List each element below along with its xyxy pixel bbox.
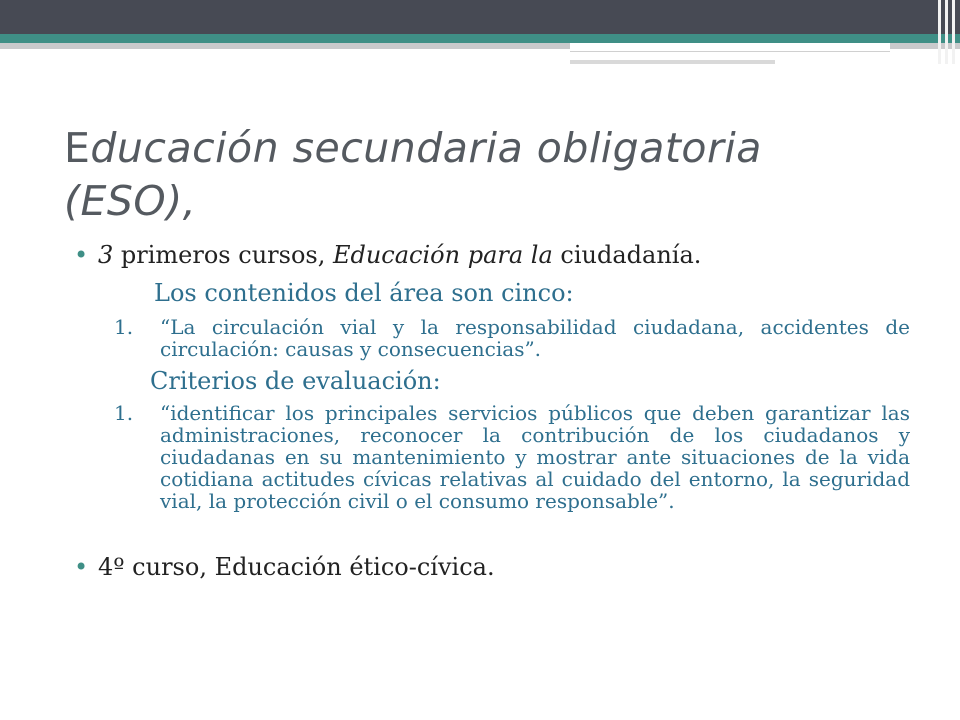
list-number: 1. (114, 315, 134, 339)
decorative-line-short (570, 60, 775, 64)
subheading-criteria: Criterios de evaluación: (150, 367, 441, 395)
list-item-text: “identificar los principales servicios públicos que deben garantizar las administraciones, reconocer la contribución de los ciudadanos y ciudadanas en su mantenimiento y mostrar ante situaciones de la vida cotidiana actitudes cívicas relativas al cuidado del entorno, la seguridad vial, la protección civil o el consumo responsable”. (160, 401, 910, 513)
list-item (74, 402, 910, 512)
list-number: 1. (114, 401, 134, 425)
slide-body (74, 240, 910, 582)
bullet-item (74, 552, 910, 582)
accent-bar (0, 34, 960, 43)
subheading-contents: Los contenidos del área son cinco: (154, 279, 574, 307)
header-bar (0, 0, 960, 34)
bullet-text (98, 241, 701, 269)
list-item-text: “La circulación vial y la responsabilidad ciudadana, accidentes de circulación: causas y consecuencias”. (160, 315, 910, 361)
bullet-icon: • (74, 553, 89, 581)
slide-title (64, 122, 894, 228)
list-item (74, 316, 910, 360)
bullet-text-a: primeros cursos, (113, 241, 333, 269)
title-italic: ducación secundaria obligatoria (ESO), (64, 124, 762, 225)
bullet-item (74, 240, 910, 270)
decorative-line (570, 43, 890, 52)
title-plain: E (64, 124, 91, 172)
bullet-text-italic: Educación para la (332, 241, 553, 269)
decorative-vertical-lines (932, 0, 960, 64)
bullet-number: 3 (98, 241, 114, 269)
bullet-text-b: ciudadanía. (552, 241, 702, 269)
bullet-text: 4º curso, Educación ético-cívica. (98, 553, 495, 581)
bullet-icon: • (74, 241, 89, 269)
